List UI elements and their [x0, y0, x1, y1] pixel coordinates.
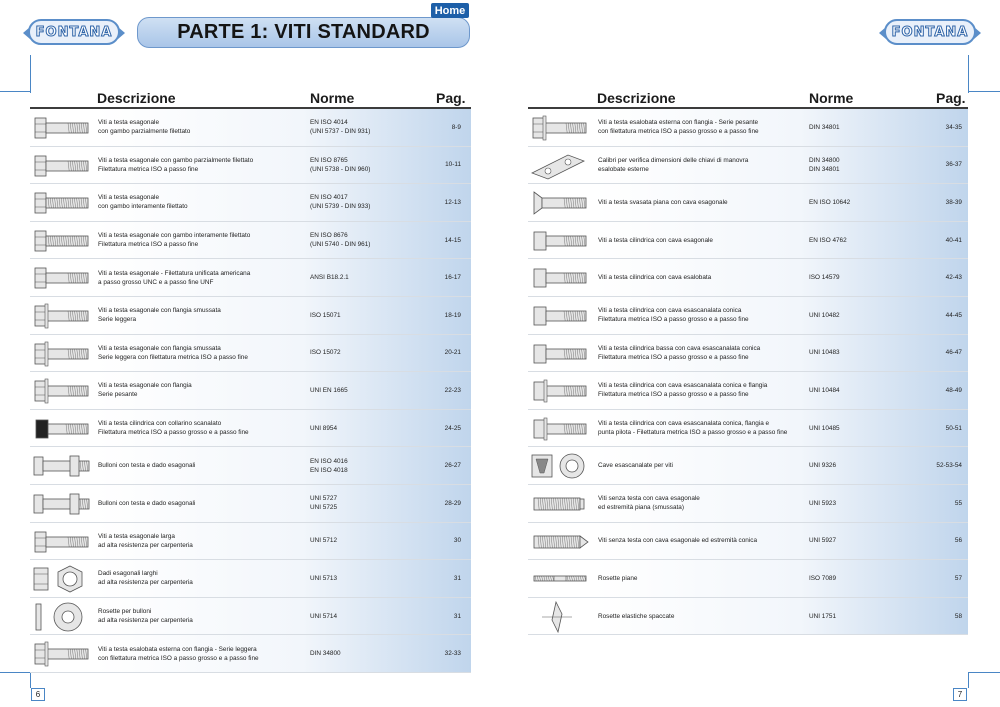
page-title: [137, 17, 470, 48]
row-description: [98, 560, 193, 597]
wide-hex-bolt-icon: [30, 525, 94, 558]
table-row: [30, 410, 471, 448]
row-page-link[interactable]: 40-41: [945, 236, 962, 244]
row-norme: [310, 147, 370, 184]
row-norme: [809, 523, 836, 560]
description-line: Bulloni con testa e dado esagonali: [98, 499, 196, 507]
hexalobular-flange-bolt-light-icon: [30, 637, 94, 670]
table-row: [30, 372, 471, 410]
table-row: [30, 222, 471, 260]
row-page-link[interactable]: 30: [453, 537, 461, 545]
spline-flange-screw-icon: [528, 374, 592, 407]
description-line: Viti senza testa con cava esagonale: [598, 495, 700, 503]
description-line: Filettatura metrica ISO a passo grosso e a passo fine: [598, 391, 749, 399]
description-line: ad alta resistenza per carpenteria: [98, 617, 193, 625]
row-norme: [310, 297, 341, 334]
description-line: Viti a testa esagonale con gambo parzialmente filettato: [98, 156, 254, 164]
row-description: [98, 523, 193, 560]
row-norme: [310, 485, 337, 522]
table-row: [30, 485, 471, 523]
row-page-link[interactable]: 48-49: [945, 386, 962, 394]
description-line: Serie pesante: [98, 391, 138, 399]
description-line: Viti a testa esalobata esterna con flangia - Serie pesante: [598, 119, 759, 127]
norme-line: DIN 34801: [809, 123, 840, 131]
page-number-right: 7: [953, 688, 967, 701]
description-line: Viti a testa esagonale - Filettatura unificata americana: [98, 269, 251, 277]
wide-hex-nut-icon: [30, 562, 94, 595]
norme-line: UNI 5714: [310, 612, 337, 620]
row-norme: [310, 447, 348, 484]
description-line: Dadi esagonali larghi: [98, 570, 158, 578]
row-norme: [809, 147, 840, 184]
row-description: [98, 372, 192, 409]
row-page-link[interactable]: 55: [954, 499, 962, 507]
norme-line: EN ISO 4017: [310, 194, 348, 202]
row-norme: [809, 335, 840, 372]
description-line: Filettatura metrica ISO a passo grosso e a passo fine: [598, 353, 749, 361]
table-row: [30, 635, 471, 673]
row-page-link[interactable]: 24-25: [444, 424, 461, 432]
norme-line: EN ISO 4016: [310, 457, 348, 465]
row-page-link[interactable]: 28-29: [444, 499, 461, 507]
description-line: Viti a testa esagonale con flangia smussata: [98, 307, 221, 315]
home-button[interactable]: Home: [431, 3, 469, 18]
row-description: [98, 598, 193, 635]
description-line: Viti a testa esalobata esterna con flangia - Serie leggera: [98, 645, 257, 653]
row-page-link[interactable]: 34-35: [945, 123, 962, 131]
row-norme: [310, 372, 348, 409]
hex-flange-bolt-light-fine-icon: [30, 337, 94, 370]
description-line: Rosette piane: [598, 574, 638, 582]
header-descrizione-left: Descrizione: [97, 90, 176, 106]
table-row: [30, 259, 471, 297]
description-line: Rosette elastiche spaccate: [598, 612, 675, 620]
frame-line: [30, 672, 31, 688]
row-norme: [310, 335, 341, 372]
norme-line: UNI 9326: [809, 462, 836, 470]
row-norme: [809, 598, 836, 635]
row-norme: [310, 184, 370, 221]
socket-head-cap-screw-icon: [528, 224, 592, 257]
row-description: [98, 109, 190, 146]
description-line: con gambo parzialmente filettato: [98, 128, 191, 136]
description-line: Calibri per verifica dimensioni delle chiavi di manovra: [598, 156, 749, 164]
norme-line: DIN 34801: [809, 165, 840, 173]
frame-line: [30, 55, 31, 93]
norme-line: EN ISO 4018: [310, 466, 348, 474]
low-head-spline-screw-icon: [528, 337, 592, 370]
cylindrical-head-collar-bolt-icon: [30, 412, 94, 445]
row-shading: [594, 560, 968, 597]
row-page-link[interactable]: 50-51: [945, 424, 962, 432]
flat-washer-icon: [528, 562, 592, 595]
table-row: [528, 184, 968, 222]
table-row: [528, 222, 968, 260]
norme-line: EN ISO 10642: [809, 198, 851, 206]
row-norme: [310, 560, 337, 597]
row-norme: [310, 109, 370, 146]
row-description: [598, 147, 748, 184]
row-page-link[interactable]: 14-15: [444, 236, 461, 244]
row-description: [598, 259, 711, 296]
description-line: Viti a testa esagonale con flangia smussata: [98, 344, 221, 352]
norme-line: UNI 8954: [310, 424, 337, 432]
description-line: Filettatura metrica ISO a passo grosso e a passo fine: [598, 316, 749, 324]
hexalobular-flange-bolt-heavy-icon: [528, 111, 592, 144]
norme-line: DIN 34800: [809, 156, 840, 164]
norme-line: (UNI 5739 - DIN 933): [310, 203, 371, 211]
table-row: [528, 109, 968, 147]
row-page-link[interactable]: 58: [954, 612, 962, 620]
hex-flange-bolt-heavy-icon: [30, 374, 94, 407]
row-description: [98, 259, 250, 296]
frame-line: [968, 672, 1000, 673]
table-row: [528, 485, 968, 523]
row-description: [598, 372, 767, 409]
row-norme: [310, 598, 337, 635]
row-norme: [310, 259, 349, 296]
gauge-icon: [528, 149, 592, 182]
row-description: [598, 184, 728, 221]
row-norme: [809, 372, 840, 409]
hexagonal-spline-socket-icon: [528, 449, 592, 482]
description-line: Rosette per bulloni: [98, 608, 152, 616]
description-line: Filettatura metrica ISO a passo grosso e a passo fine: [98, 429, 249, 437]
header-pag-right: Pag.: [936, 90, 966, 106]
description-line: Viti a testa esagonale: [98, 194, 159, 202]
description-line: Viti a testa cilindrica con cava esagonale: [598, 236, 713, 244]
row-norme: [809, 560, 836, 597]
row-page-link[interactable]: 46-47: [945, 349, 962, 357]
table-row: [528, 447, 968, 485]
description-line: Viti a testa cilindrica con cava esascanalata conica: [598, 307, 742, 315]
description-line: punta pilota - Filettatura metrica ISO a passo grosso e a passo fine: [598, 429, 788, 437]
table-row: [528, 560, 968, 598]
row-description: [98, 485, 195, 522]
countersunk-hex-socket-screw-icon: [528, 186, 592, 219]
spline-flange-pilot-screw-icon: [528, 412, 592, 445]
row-description: [598, 485, 700, 522]
row-norme: [809, 184, 850, 221]
description-line: Viti a testa esagonale larga: [98, 532, 175, 540]
header-pag-left: Pag.: [436, 90, 466, 106]
row-norme: [809, 485, 836, 522]
table-row: [30, 184, 471, 222]
row-norme: [809, 259, 840, 296]
norme-line: DIN 34800: [310, 650, 341, 658]
description-line: Viti a testa svasata piana con cava esagonale: [598, 198, 728, 206]
norme-line: UNI 5713: [310, 574, 337, 582]
norme-line: UNI 1751: [809, 612, 836, 620]
hex-bolt-unified-thread-icon: [30, 261, 94, 294]
row-page-link[interactable]: 56: [954, 537, 962, 545]
frame-line: [0, 672, 30, 673]
table-row: [528, 335, 968, 373]
table-row: [30, 335, 471, 373]
description-line: Filettatura metrica ISO a passo fine: [98, 165, 199, 173]
row-description: [98, 184, 188, 221]
description-line: Viti a testa cilindrica con cava esascanalata conica e flangia: [598, 382, 768, 390]
row-description: [598, 109, 759, 146]
page-title-text: PARTE 1: VITI STANDARD: [177, 21, 430, 43]
norme-line: (UNI 5740 - DIN 961): [310, 241, 371, 249]
row-description: [598, 222, 713, 259]
description-line: Bulloni con testa e dado esagonali: [98, 462, 196, 470]
frame-line: [968, 55, 969, 93]
norme-line: ISO 15072: [310, 349, 341, 357]
description-line: con gambo interamente filettato: [98, 203, 188, 211]
table-row: [528, 372, 968, 410]
split-spring-washer-icon: [528, 600, 592, 633]
hex-flange-bolt-light-icon: [30, 299, 94, 332]
norme-line: UNI 10482: [809, 311, 840, 319]
description-line: Viti a testa cilindrica con cava esalobata: [598, 274, 712, 282]
table-row: [30, 447, 471, 485]
set-screw-flat-point-icon: [528, 487, 592, 520]
row-page-link[interactable]: 52-53-54: [936, 462, 962, 470]
page-number-left: 6: [31, 688, 45, 701]
row-page-link[interactable]: 16-17: [444, 274, 461, 282]
row-description: [98, 410, 249, 447]
row-description: [598, 560, 637, 597]
row-page-link[interactable]: 32-33: [444, 650, 461, 658]
row-page-link[interactable]: 44-45: [945, 311, 962, 319]
row-description: [98, 635, 259, 672]
row-description: [598, 410, 787, 447]
description-line: Viti a testa esagonale: [98, 119, 159, 127]
frame-line: [968, 91, 1000, 92]
set-screw-cone-point-icon: [528, 525, 592, 558]
description-line: Viti senza testa con cava esagonale ed estremità conica: [598, 537, 758, 545]
table-row: [528, 410, 968, 448]
description-line: esalobate esterne: [598, 165, 649, 173]
table-row: [30, 560, 471, 598]
norme-line: EN ISO 8765: [310, 156, 348, 164]
row-page-link[interactable]: 36-37: [945, 161, 962, 169]
description-line: ed estremità piana (smussata): [598, 504, 684, 512]
row-page-link[interactable]: 10-11: [445, 161, 461, 169]
description-line: Filettatura metrica ISO a passo fine: [98, 241, 199, 249]
row-norme: [809, 109, 840, 146]
norme-line: UNI 5927: [809, 537, 836, 545]
hex-bolt-partial-thread-fine-icon: [30, 149, 94, 182]
description-line: ad alta resistenza per carpenteria: [98, 579, 193, 587]
row-page-link[interactable]: 31: [453, 612, 461, 620]
row-description: [598, 598, 674, 635]
norme-line: UNI 5725: [310, 504, 337, 512]
table-row: [528, 147, 968, 185]
description-line: Viti a testa cilindrica bassa con cava esascanalata conica: [598, 344, 761, 352]
row-page-link[interactable]: 42-43: [945, 274, 962, 282]
row-norme: [310, 523, 337, 560]
norme-line: ANSI B18.2.1: [310, 274, 349, 282]
hexalobular-socket-cap-screw-icon: [528, 261, 592, 294]
row-page-link[interactable]: 38-39: [945, 198, 962, 206]
row-page-link[interactable]: 18-19: [444, 311, 461, 319]
row-page-link[interactable]: 26-27: [444, 462, 461, 470]
description-line: con filettatura metrica ISO a passo grosso e a passo fine: [98, 654, 259, 662]
description-line: Serie leggera con filettatura metrica ISO a passo fine: [98, 353, 248, 361]
table-row: [30, 598, 471, 636]
description-line: Serie leggera: [98, 316, 137, 324]
description-line: Viti a testa cilindrica con collarino scanalato: [98, 420, 222, 428]
table-row: [30, 109, 471, 147]
table-row: [528, 523, 968, 561]
norme-line: (UNI 5738 - DIN 960): [310, 165, 371, 173]
description-line: Viti a testa esagonale con flangia: [98, 382, 192, 390]
norme-line: UNI 10483: [809, 349, 840, 357]
row-description: [98, 447, 195, 484]
row-page-link[interactable]: 57: [954, 574, 962, 582]
row-description: [98, 147, 253, 184]
table-row: [30, 297, 471, 335]
frame-line: [0, 91, 30, 92]
row-norme: [310, 635, 341, 672]
norme-line: UNI EN 1665: [310, 386, 348, 394]
description-line: ad alta resistenza per carpenteria: [98, 541, 193, 549]
table-row: [528, 297, 968, 335]
row-description: [598, 523, 757, 560]
frame-line: [968, 672, 969, 688]
row-page-link[interactable]: 8-9: [451, 123, 461, 131]
hexagonal-spline-conical-screw-icon: [528, 299, 592, 332]
norme-line: ISO 15071: [310, 311, 341, 319]
fontana-logo-left: FONTANA: [28, 19, 120, 45]
norme-line: EN ISO 8676: [310, 232, 348, 240]
hex-bolt-full-thread-icon: [30, 186, 94, 219]
norme-line: EN ISO 4014: [310, 119, 348, 127]
norme-line: UNI 5727: [310, 495, 337, 503]
norme-line: ISO 14579: [809, 274, 840, 282]
row-description: [598, 335, 760, 372]
description-line: con filettatura metrica ISO a passo grosso e a passo fine: [598, 128, 759, 136]
hex-bolt-partial-thread-icon: [30, 111, 94, 144]
description-line: a passo grosso UNC e a passo fine UNF: [98, 278, 214, 286]
row-description: [598, 447, 673, 484]
row-page-link[interactable]: 20-21: [444, 349, 461, 357]
row-description: [98, 222, 250, 259]
table-row: [30, 523, 471, 561]
bolt-with-nut-heavy-icon: [30, 487, 94, 520]
row-norme: [809, 222, 847, 259]
table-row: [528, 598, 968, 636]
header-norme-left: Norme: [310, 90, 355, 106]
hex-bolt-full-thread-fine-icon: [30, 224, 94, 257]
row-norme: [809, 297, 840, 334]
row-page-link[interactable]: 31: [453, 574, 461, 582]
row-description: [598, 297, 749, 334]
row-description: [98, 335, 248, 372]
description-line: Cave esascanalate per viti: [598, 462, 673, 470]
washer-icon: [30, 600, 94, 633]
row-page-link[interactable]: 22-23: [444, 386, 461, 394]
norme-line: EN ISO 4762: [809, 236, 847, 244]
norme-line: UNI 10484: [809, 386, 840, 394]
row-norme: [809, 447, 836, 484]
description-line: Viti a testa esagonale con gambo interamente filettato: [98, 232, 251, 240]
fontana-logo-right: FONTANA: [884, 19, 976, 45]
description-line: Viti a testa cilindrica con cava esascanalata conica, flangia e: [598, 420, 770, 428]
norme-line: UNI 5923: [809, 499, 836, 507]
header-norme-right: Norme: [809, 90, 854, 106]
table-row: [528, 259, 968, 297]
norme-line: UNI 10485: [809, 424, 840, 432]
table-row: [30, 147, 471, 185]
row-norme: [809, 410, 840, 447]
row-norme: [310, 222, 370, 259]
row-page-link[interactable]: 12-13: [444, 198, 461, 206]
norme-line: UNI 5712: [310, 537, 337, 545]
norme-line: (UNI 5737 - DIN 931): [310, 128, 371, 136]
row-norme: [310, 410, 337, 447]
header-descrizione-right: Descrizione: [597, 90, 676, 106]
norme-line: ISO 7089: [809, 574, 837, 582]
bolt-with-nut-icon: [30, 449, 94, 482]
row-description: [98, 297, 221, 334]
